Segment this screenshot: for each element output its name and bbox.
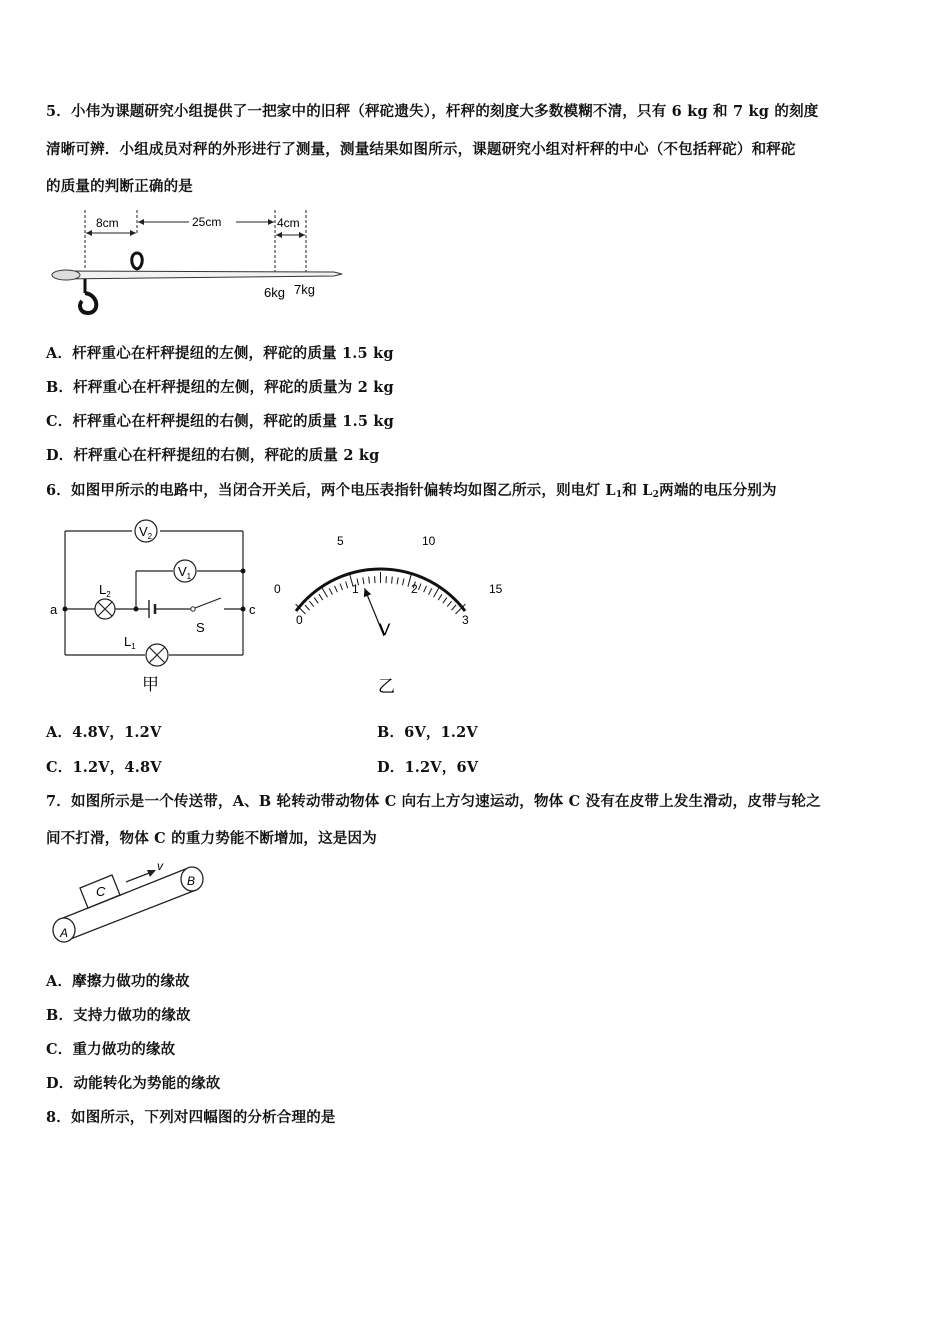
node-c-label: c: [249, 602, 256, 617]
dim-8cm-label: 8cm: [96, 216, 119, 230]
circuit-diagram: [46, 516, 266, 696]
figure-jia-caption: 甲: [142, 675, 159, 694]
figure-yi-caption: 乙: [378, 677, 395, 696]
dial-tick: [434, 588, 440, 598]
node-a-label: a: [50, 602, 58, 617]
l2-label: $L_2$: [99, 582, 111, 599]
dial-tick: [319, 594, 323, 600]
q6-option-c: C．1.2V，4.8V: [46, 759, 162, 776]
dial-tick: [397, 577, 398, 584]
q5-stem-line2: 清晰可辨．小组成员对秤的外形进行了测量，测量结果如图所示，课题研究小组对杆秤的中心（不包括秤砣）和秤砣: [46, 141, 796, 158]
dial-tick: [314, 598, 318, 604]
rod-end-cap: [52, 270, 80, 280]
voltmeter-dial: [266, 524, 516, 699]
outer-label-5: 5: [337, 534, 344, 548]
q6-option-b: B．6V，1.2V: [377, 724, 478, 741]
steelyard-figure: [44, 205, 354, 325]
meter-pointer-head: [361, 587, 371, 597]
dial-tick: [340, 584, 343, 591]
q7-option-a: A．摩擦力做功的缘故: [46, 973, 190, 990]
outer-label-15: 15: [489, 582, 503, 596]
dial-tick: [329, 588, 332, 594]
q6-option-d: D．1.2V，6V: [377, 759, 479, 776]
dial-tick: [429, 588, 432, 594]
dial-tick: [443, 598, 447, 604]
dim-4cm-label: 4cm: [277, 216, 300, 230]
dial-tick: [403, 579, 405, 586]
inner-label-0: 0: [296, 613, 303, 627]
dial-tick: [392, 577, 393, 584]
dial-tick: [322, 588, 328, 598]
q7-option-d: D．动能转化为势能的缘故: [46, 1075, 221, 1092]
conveyor-belt-figure: [44, 858, 214, 948]
velocity-label: v: [157, 859, 163, 873]
dial-tick: [447, 601, 451, 606]
q7-option-c: C．重力做功的缘故: [46, 1041, 176, 1058]
dial-tick: [369, 577, 370, 584]
q5-stem-line1: 5．小伟为课题研究小组提供了一把家中的旧秤（秤砣遗失），杆秤的刻度大多数模糊不清，只有 6 kg 和 7 kg 的刻度: [46, 103, 819, 120]
q8-stem: 8．如图所示，下列对四幅图的分析合理的是: [46, 1109, 336, 1126]
q5-stem-line3: 的质量的判断正确的是: [46, 178, 193, 195]
q7-stem-line2: 间不打滑，物体 C 的重力势能不断增加，这是因为: [46, 830, 377, 847]
outer-label-10: 10: [422, 534, 436, 548]
dial-tick: [438, 594, 442, 600]
q6-option-a: A．4.8V，1.2V: [46, 724, 162, 741]
l1-label: $L_1$: [124, 634, 136, 651]
hook-icon: [80, 293, 96, 313]
dial-tick: [419, 584, 422, 591]
dial-tick: [335, 586, 338, 592]
q6-stem: 6．如图甲所示的电路中，当闭合开关后，两个电压表指针偏转均如图乙所示，则电灯 $L_1$和 $L_2$两端的电压分别为: [46, 482, 777, 500]
dial-tick: [305, 605, 310, 610]
switch-s: [195, 598, 221, 608]
wheel-a-label: A: [60, 926, 69, 940]
dial-tick: [451, 605, 456, 610]
meter-unit: V: [379, 620, 391, 639]
mark-7kg: 7kg: [294, 282, 315, 297]
dial-tick: [309, 601, 313, 606]
q5-option-c: C．杆秤重心在杆秤提纽的右侧，秤砣的质量 1.5 kg: [46, 413, 394, 430]
q5-option-a: A．杆秤重心在杆秤提纽的左侧，秤砣的质量 1.5 kg: [46, 345, 394, 362]
dial-tick: [424, 586, 427, 592]
inner-label-1: 1: [352, 582, 359, 596]
dial-tick: [346, 582, 348, 589]
wheel-b-label: B: [187, 874, 196, 888]
v2-label: $V_2$: [139, 524, 153, 541]
switch-s-label: S: [196, 620, 205, 635]
dim-25cm-label: 25cm: [192, 215, 222, 229]
inner-label-2: 2: [411, 582, 418, 596]
v1-label: $V_1$: [178, 564, 192, 581]
dial-tick: [363, 577, 364, 584]
inner-label-3: 3: [462, 613, 469, 627]
q5-option-b: B．杆秤重心在杆秤提纽的左侧，秤砣的质量为 2 kg: [46, 379, 394, 396]
block-c-label: C: [96, 884, 106, 899]
mark-6kg: 6kg: [264, 285, 285, 300]
q7-stem-line1: 7．如图所示是一个传送带，A、B 轮转动带动物体 C 向右上方匀速运动，物体 C 没有在皮带上发生滑动，皮带与轮之: [46, 793, 821, 810]
lifting-loop: [132, 253, 143, 269]
q7-option-b: B．支持力做功的缘故: [46, 1007, 191, 1024]
outer-label-0: 0: [274, 582, 281, 596]
q5-option-d: D．杆秤重心在杆秤提纽的右侧，秤砣的质量 2 kg: [46, 447, 380, 464]
